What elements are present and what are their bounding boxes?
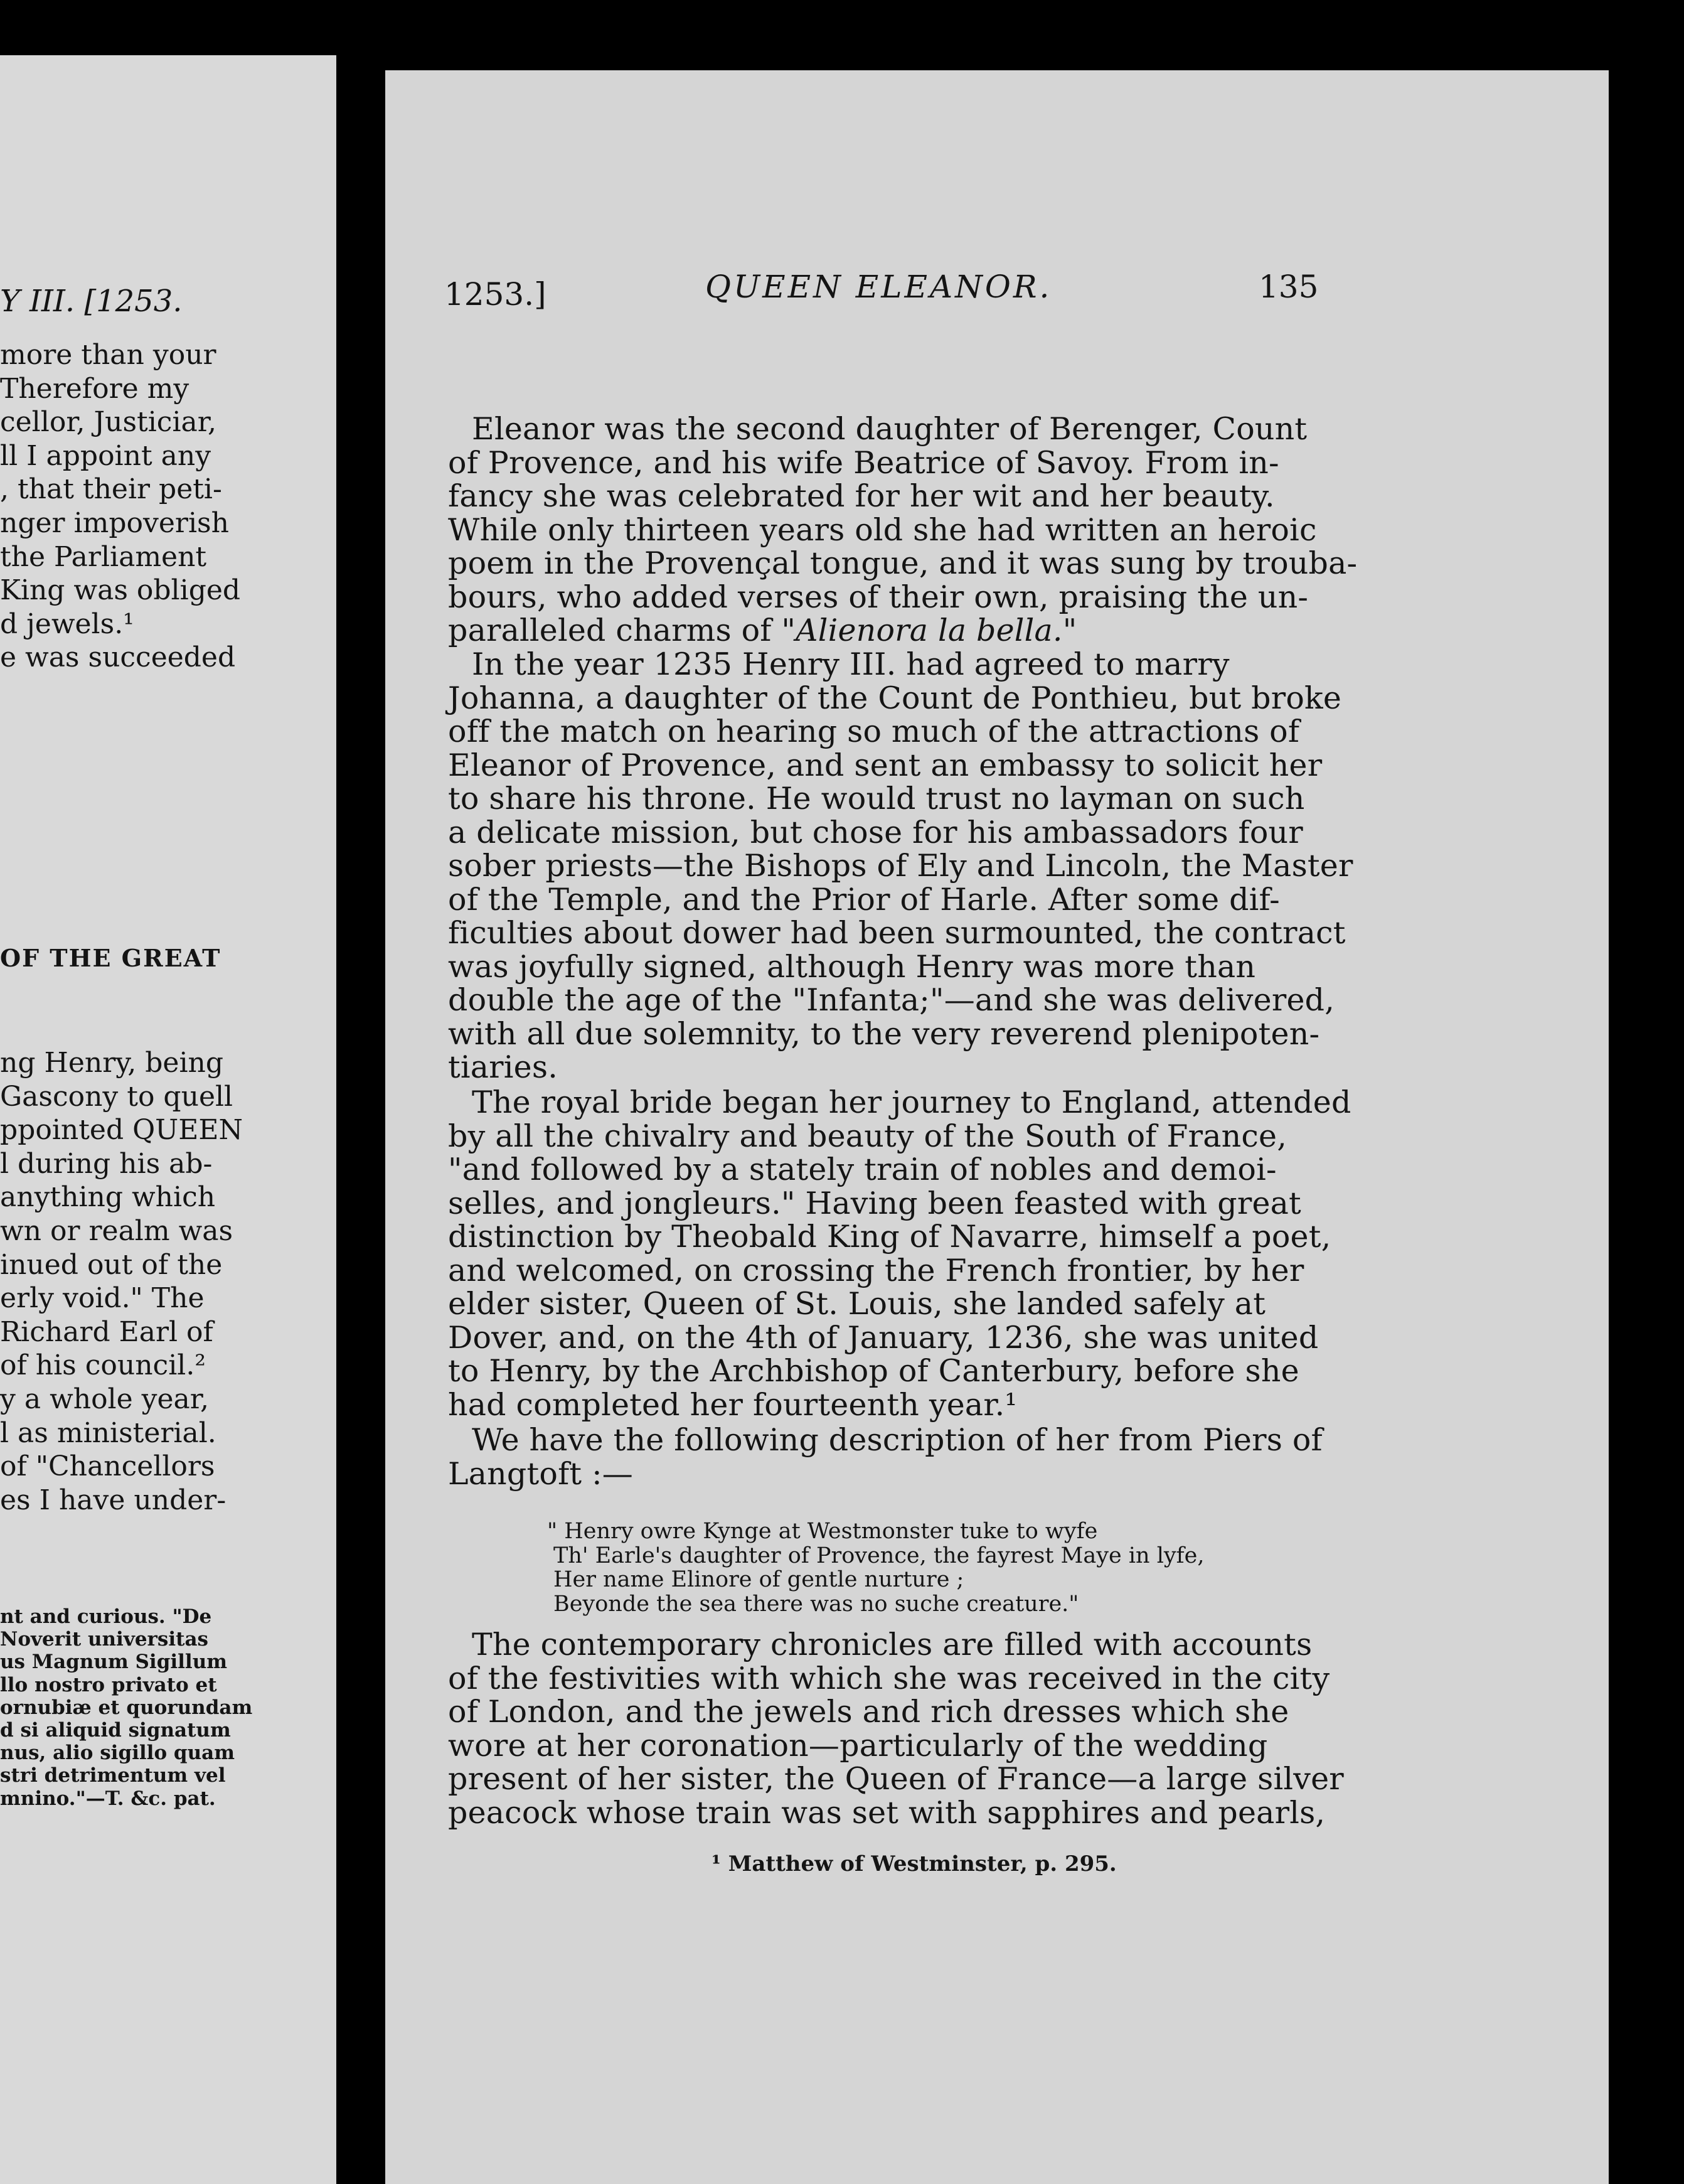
left-footnote-line: Noverit universitas: [0, 1628, 208, 1651]
left-text-line: inued out of the: [0, 1248, 223, 1281]
left-text-line: ll I appoint any: [0, 439, 211, 472]
verse-line: Th' Earle's daughter of Provence, the fayrest Maye in lyfe,: [553, 1543, 1205, 1568]
left-text-line: of his council.²: [0, 1349, 206, 1382]
left-running-header: Y III. [1253.: [0, 284, 183, 319]
left-text-line: of "Chancellors: [0, 1450, 215, 1483]
verse-line: " Henry owre Kynge at Westmonster tuke to wyfe: [547, 1519, 1098, 1544]
left-text-line: nger impoverish: [0, 507, 229, 539]
left-footnote-line: ornubiæ et quorundam: [0, 1696, 253, 1719]
verse-line: Her name Elinore of gentle nurture ;: [553, 1567, 964, 1592]
text-line: was joyfully signed, although Henry was more than: [448, 948, 1256, 985]
running-header-year: 1253.]: [444, 276, 546, 313]
text-line: Eleanor was the second daughter of Berenger, Count: [472, 411, 1308, 447]
left-footnote-line: nus, alio sigillo quam: [0, 1742, 235, 1765]
text-line: bours, who added verses of their own, praising the un-: [448, 579, 1309, 615]
verse-line: Beyonde the sea there was no suche creature.": [553, 1591, 1079, 1617]
left-text-line: l as ministerial.: [0, 1416, 216, 1449]
text-line: tiaries.: [448, 1049, 558, 1085]
text-line: of Provence, and his wife Beatrice of Savoy. From in-: [448, 444, 1279, 481]
text-line: peacock whose train was set with sapphires and pearls,: [448, 1794, 1326, 1831]
text-line: In the year 1235 Henry III. had agreed to marry: [472, 646, 1230, 682]
text-line: and welcomed, on crossing the French frontier, by her: [448, 1252, 1304, 1288]
left-text-line: es I have under-: [0, 1484, 226, 1516]
text-line: elder sister, Queen of St. Louis, she landed safely at: [448, 1286, 1266, 1322]
left-text-line: e was succeeded: [0, 641, 236, 674]
text-line: double the age of the "Infanta;"—and she was delivered,: [448, 982, 1335, 1018]
text-line: Dover, and, on the 4th of January, 1236, she was united: [448, 1319, 1319, 1356]
text-line: selles, and jongleurs." Having been feasted with great: [448, 1185, 1301, 1221]
left-text-line: Therefore my: [0, 372, 189, 405]
text-line: Johanna, a daughter of the Count de Ponthieu, but broke: [448, 680, 1342, 716]
left-text-line: , that their peti-: [0, 473, 222, 506]
text-line: with all due solemnity, to the very reverend plenipoten-: [448, 1015, 1320, 1052]
text-line: sober priests—the Bishops of Ely and Lincoln, the Master: [448, 848, 1353, 884]
left-text-line: anything which: [0, 1181, 216, 1214]
left-text-line: wn or realm was: [0, 1215, 233, 1247]
left-text-line: the Parliament: [0, 540, 207, 573]
left-section-heading: OF THE GREAT: [0, 944, 221, 972]
left-footnote-line: nt and curious. "De: [0, 1605, 212, 1628]
left-text-line: King was obliged: [0, 574, 241, 607]
left-text-line: more than your: [0, 339, 216, 371]
left-text-line: Gascony to quell: [0, 1080, 233, 1113]
text-line: "and followed by a stately train of nobles and demoi-: [448, 1152, 1277, 1187]
left-footnote-line: d si aliquid signatum: [0, 1719, 231, 1742]
text-line: We have the following description of her from Piers of: [472, 1422, 1323, 1458]
text-line: distinction by Theobald King of Navarre, himself a poet,: [448, 1219, 1331, 1255]
running-header-title: QUEEN ELEANOR.: [705, 269, 1052, 305]
text-line: by all the chivalry and beauty of the South of France,: [448, 1118, 1287, 1154]
text-line: Eleanor of Provence, and sent an embassy to solicit her: [448, 747, 1323, 783]
left-footnote-line: llo nostro privato et: [0, 1673, 217, 1696]
left-text-line: cellor, Justiciar,: [0, 406, 216, 439]
left-text-line: y a whole year,: [0, 1383, 209, 1415]
text-line: While only thirteen years old she had written an heroic: [448, 511, 1317, 548]
text-line: wore at her coronation—particularly of the wedding: [448, 1727, 1268, 1764]
left-text-line: erly void." The: [0, 1282, 205, 1315]
text-line: The royal bride began her journey to England, attended: [472, 1084, 1351, 1120]
left-text-line: ppointed QUEEN: [0, 1114, 243, 1147]
left-text-line: l during his ab-: [0, 1147, 213, 1180]
page-number: 135: [1259, 269, 1319, 305]
text-line: to Henry, by the Archbishop of Canterbury, before she: [448, 1353, 1299, 1389]
text-line: The contemporary chronicles are filled with accounts: [472, 1627, 1313, 1662]
left-text-line: d jewels.¹: [0, 608, 134, 640]
text-line: present of her sister, the Queen of France—a large silver: [448, 1761, 1344, 1797]
left-text-line: Richard Earl of: [0, 1315, 213, 1348]
text-line: of the Temple, and the Prior of Harle. After some dif-: [448, 881, 1280, 918]
text-line: fancy she was celebrated for her wit and her beauty.: [448, 478, 1275, 514]
text-line: had completed her fourteenth year.¹: [448, 1386, 1018, 1423]
left-page: [0, 55, 336, 2184]
text-line: Langtoft :—: [448, 1455, 633, 1492]
footnote: ¹ Matthew of Westminster, p. 295.: [711, 1851, 1117, 1876]
text-line: ficulties about dower had been surmounted, the contract: [448, 915, 1346, 951]
text-line: poem in the Provençal tongue, and it was sung by trouba-: [448, 545, 1358, 581]
alienora-italic: Alienora la bella.: [796, 613, 1063, 648]
right-page: [385, 70, 1609, 2184]
left-text-line: ng Henry, being: [0, 1047, 224, 1079]
text-line: to share his throne. He would trust no layman on such: [448, 781, 1305, 816]
left-footnote-line: stri detrimentum vel: [0, 1764, 226, 1787]
text-line: of the festivities with which she was received in the city: [448, 1660, 1330, 1696]
text-line: of London, and the jewels and rich dresses which she: [448, 1694, 1289, 1730]
paragraph-1-last-line: paralleled charms of "Alienora la bella.": [448, 613, 1077, 648]
left-footnote-line: mnino."—T. &c. pat.: [0, 1787, 216, 1810]
left-footnote-line: us Magnum Sigillum: [0, 1651, 228, 1674]
text-line: off the match on hearing so much of the attractions of: [448, 714, 1300, 749]
text-line: a delicate mission, but chose for his ambassadors four: [448, 814, 1303, 850]
